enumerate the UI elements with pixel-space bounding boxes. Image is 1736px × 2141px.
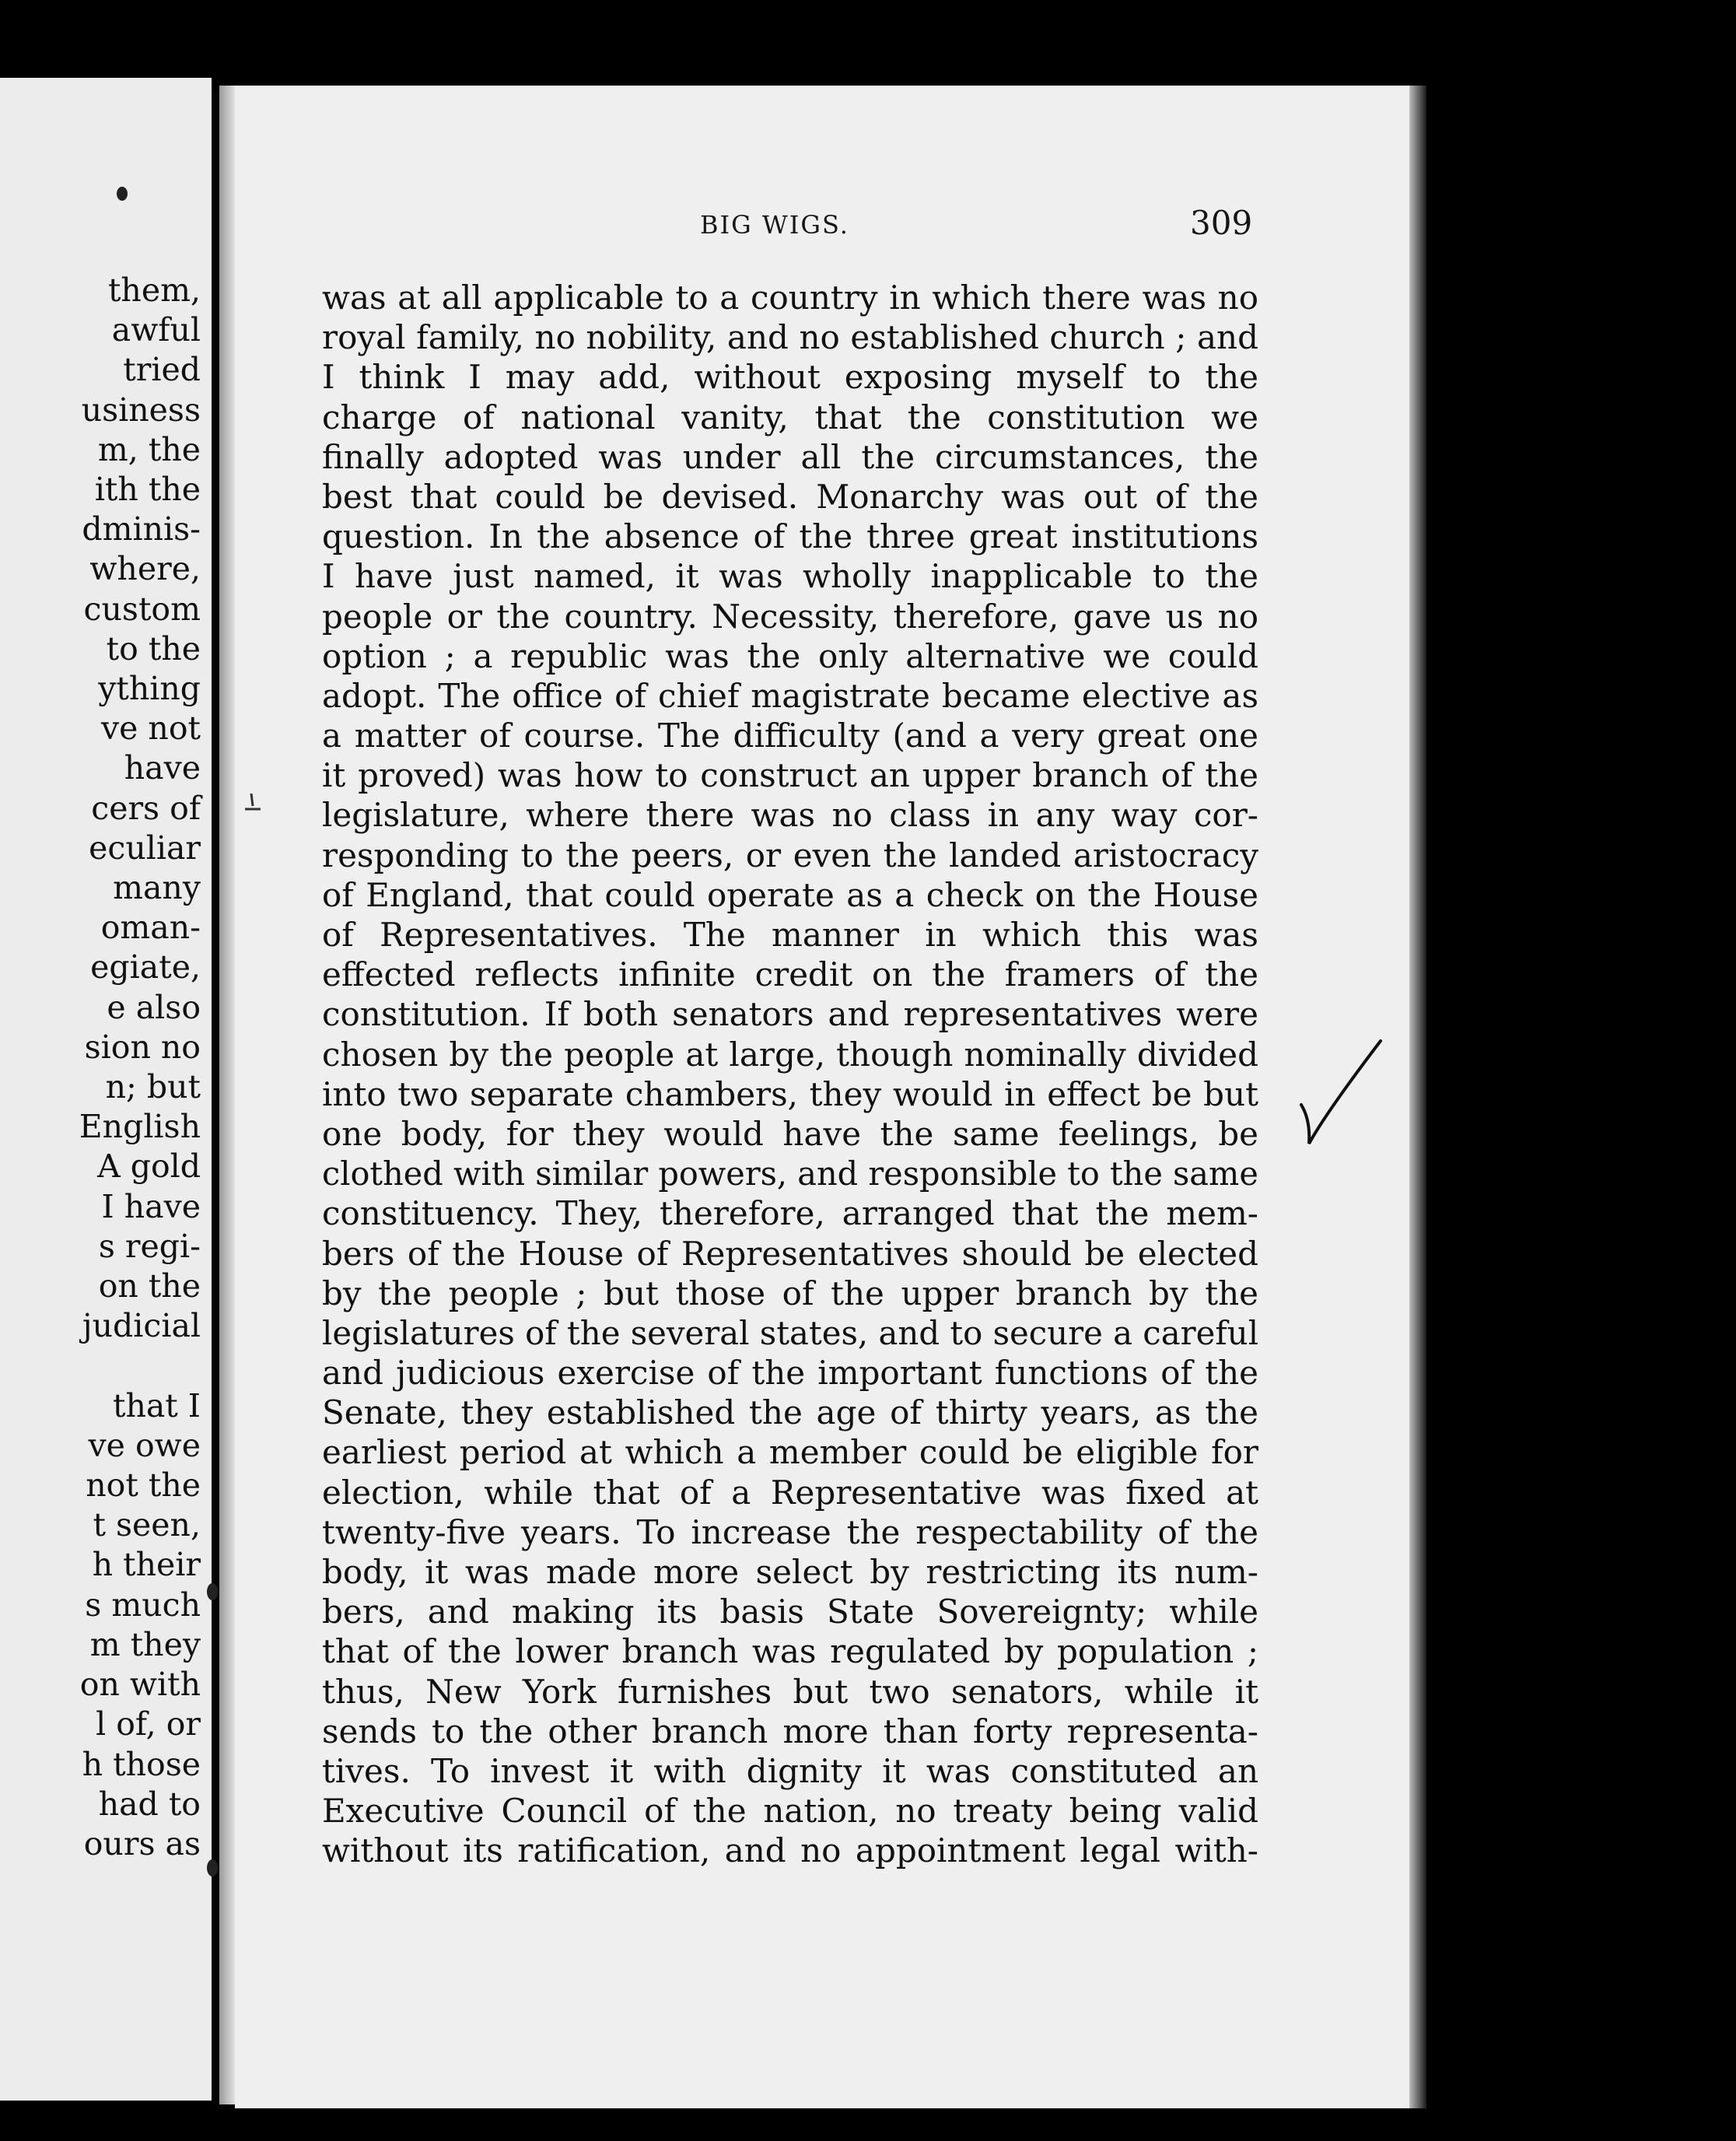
left-page-line: h their [92, 1546, 201, 1584]
left-page-line: had to [98, 1785, 201, 1823]
left-page-line: s regi- [98, 1227, 201, 1265]
ink-speck [207, 1859, 218, 1876]
text-line: a matter of course. The difficulty (and a very great one [322, 717, 1258, 755]
text-line: that of the lower branch was regulated by population ; [322, 1632, 1258, 1671]
left-page [0, 78, 212, 2101]
left-page-line: e also [107, 988, 201, 1026]
text-line: Senate, they established the age of thirty years, as the [322, 1393, 1258, 1432]
left-page-line: egiate, [90, 948, 201, 986]
page-edge-shadow [1409, 86, 1426, 2108]
text-line: charge of national vanity, that the constitution we [322, 398, 1258, 436]
text-line: body, it was made more select by restricting its num- [322, 1553, 1258, 1591]
text-line: and judicious exercise of the important functions of the [322, 1354, 1258, 1393]
left-page-line: them, [107, 272, 201, 309]
text-line: people or the country. Necessity, therefore, gave us no [322, 597, 1258, 636]
text-line: sends to the other branch more than forty representa- [322, 1712, 1258, 1750]
left-page-line: ve not [100, 710, 201, 748]
left-page-line: l of, or [96, 1705, 201, 1743]
left-page-line: English [79, 1108, 201, 1146]
left-page-line: sion no [84, 1028, 201, 1066]
ink-speck [207, 1583, 218, 1600]
text-line: question. In the absence of the three great institutions [322, 517, 1258, 556]
left-page-line: A gold [97, 1148, 201, 1186]
left-page-line: eculiar [89, 829, 201, 867]
left-page-line: ything [98, 670, 201, 708]
text-line: was at all applicable to a country in which there was no [322, 279, 1258, 317]
text-line: bers of the House of Representatives should be elected [322, 1234, 1258, 1273]
text-line: clothed with similar powers, and responsible to the same [322, 1155, 1258, 1193]
text-line: effected reflects infinite credit on the framers of the [322, 955, 1258, 994]
left-page-line: tried [123, 351, 201, 389]
ink-speck [117, 187, 128, 201]
left-page-line: h those [82, 1745, 201, 1783]
text-line: constitution. If both senators and representatives were [322, 995, 1258, 1034]
left-page-line: have [124, 749, 201, 787]
text-line: bers, and making its basis State Sovereignty; while [322, 1593, 1258, 1631]
text-line: best that could be devised. Monarchy was out of the [322, 477, 1258, 516]
left-page-line: awful [111, 311, 201, 349]
text-line: legislature, where there was no class in any way cor- [322, 796, 1258, 835]
text-line: without its ratification, and no appointment legal with- [322, 1831, 1258, 1870]
margin-mark [237, 786, 268, 817]
left-page-line: judicial [82, 1307, 201, 1345]
left-page-line: many [113, 869, 201, 907]
text-line: tives. To invest it with dignity it was constituted an [322, 1751, 1258, 1790]
left-page-line: s much [85, 1586, 201, 1624]
text-line: one body, for they would have the same feelings, be [322, 1114, 1258, 1153]
left-page-line: where, [89, 550, 201, 588]
left-page-line: cers of [91, 789, 201, 827]
text-line: into two separate chambers, they would in effect be but [322, 1074, 1258, 1113]
left-page-line: I have [101, 1187, 201, 1225]
running-head: BIG WIGS. [700, 210, 849, 240]
text-line: twenty-five years. To increase the respectability of the [322, 1512, 1258, 1551]
text-line: by the people ; but those of the upper branch by the [322, 1274, 1258, 1312]
left-page-line: ve owe [88, 1426, 201, 1464]
left-page-line: usiness [81, 391, 201, 429]
book-gutter [212, 89, 219, 2104]
text-line: earliest period at which a member could be eligible for [322, 1433, 1258, 1472]
left-page-line: oman- [100, 909, 201, 947]
text-line: of England, that could operate as a check on the House [322, 875, 1258, 914]
text-line: finally adopted was under all the circumstances, the [322, 437, 1258, 476]
text-line: Executive Council of the nation, no treaty being valid [322, 1792, 1258, 1831]
left-page-line: m, the [97, 430, 201, 468]
left-page-line: n; but [105, 1068, 201, 1106]
text-line: constituency. They, therefore, arranged that the mem- [322, 1194, 1258, 1233]
left-page-line [79, 1346, 201, 1386]
gutter-shadow [219, 86, 235, 2104]
text-line: election, while that of a Representative was fixed at [322, 1473, 1258, 1512]
left-page-line: dminis- [82, 510, 201, 548]
left-page-line: custom [83, 590, 201, 628]
left-page-line: that I [112, 1386, 201, 1424]
text-line: option ; a republic was the only alternative we could [322, 636, 1258, 675]
left-page-line: on with [79, 1666, 201, 1704]
left-page-line: not the [86, 1466, 201, 1505]
body-text [322, 278, 1258, 1871]
left-page-line: t seen, [93, 1506, 201, 1544]
text-line: thus, New York furnishes but two senators, while it [322, 1672, 1258, 1711]
text-line: royal family, no nobility, and no established church ; and [322, 318, 1258, 357]
text-line: it proved) was how to construct an upper branch of the [322, 756, 1258, 795]
text-line: responding to the peers, or even the landed aristocracy [322, 836, 1258, 874]
text-line: I have just named, it was wholly inapplicable to the [322, 557, 1258, 596]
left-page-line: to the [106, 629, 201, 668]
left-page-line: ours as [83, 1824, 201, 1862]
text-line: of Representatives. The manner in which this was [322, 916, 1258, 954]
left-page-text [79, 271, 201, 1864]
page-number: 309 [1190, 204, 1253, 242]
text-line: legislatures of the several states, and to secure a careful [322, 1313, 1259, 1352]
text-line: chosen by the people at large, though nominally divided [322, 1035, 1258, 1074]
left-page-line: on the [98, 1267, 201, 1305]
left-page-line: m they [89, 1625, 201, 1663]
text-line: adopt. The office of chief magistrate became elective as [322, 676, 1258, 715]
text-line: I think I may add, without exposing myself to the [322, 358, 1258, 397]
handwritten-check-mark [1295, 1035, 1388, 1159]
left-page-line: ith the [94, 471, 201, 509]
